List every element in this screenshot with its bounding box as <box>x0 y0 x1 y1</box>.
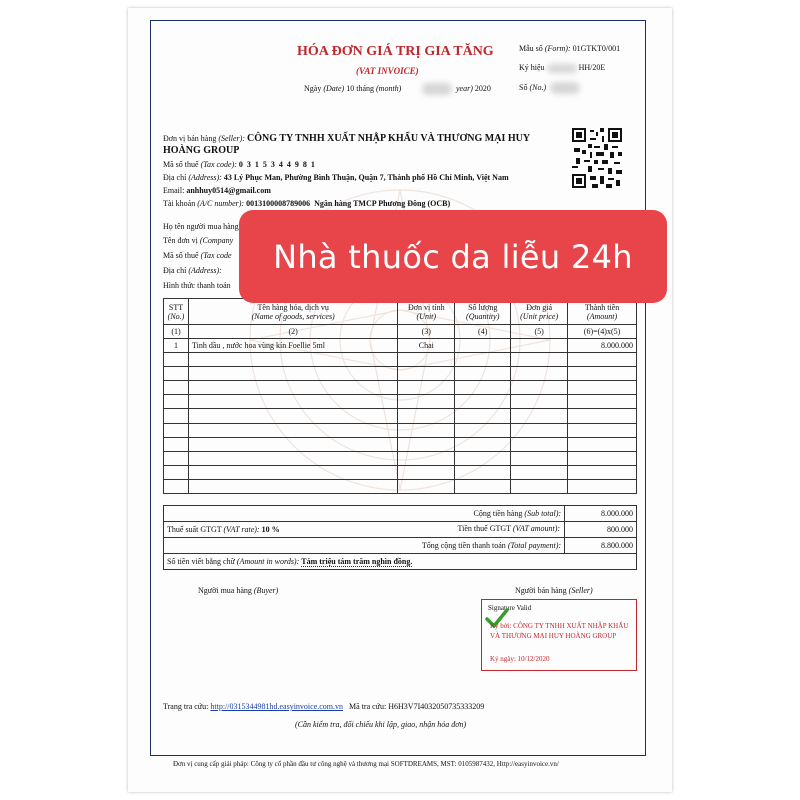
empty-cell <box>164 353 189 367</box>
empty-cell <box>188 409 397 423</box>
signature-valid: Signature Valid <box>488 604 532 612</box>
table-row-empty <box>164 353 637 367</box>
subtotal-row <box>164 506 637 522</box>
empty-cell <box>455 479 511 493</box>
seller-bank: Ngân hàng TMCP Phương Đông (OCB) <box>314 199 451 208</box>
empty-cell <box>511 395 568 409</box>
pharmacy-watermark-banner: Nhà thuốc da liễu 24h <box>239 210 667 303</box>
invoice-year: year) 2020 <box>456 84 491 93</box>
index-cell: (5) <box>511 325 568 339</box>
subtotal-label: Cộng tiền hàng (Sub total): <box>164 506 565 522</box>
empty-cell <box>511 409 568 423</box>
provider-info: Đơn vị cung cấp giải pháp: Công ty cổ phần đầu tư công nghệ và thương mại SOFTDREAMS, MST: 0105987432, Http://easyinvoice.vn/ <box>173 760 559 768</box>
footer-note: (Cần kiểm tra, đối chiếu khi lập, giao, nhận hóa đơn) <box>295 720 467 729</box>
empty-cell <box>455 381 511 395</box>
totals-table <box>163 505 637 570</box>
seller-name-line1: CÔNG TY TNHH XUẤT NHẬP KHẨU VÀ THƯƠNG MẠI HUY <box>247 133 531 144</box>
empty-cell <box>188 381 397 395</box>
qr-code-icon <box>572 128 622 188</box>
lookup-code: H6H3V7I4032050735333209 <box>388 702 485 711</box>
empty-cell <box>511 479 568 493</box>
invoice-subtitle: (VAT INVOICE) <box>356 66 419 76</box>
table-index-row <box>164 325 637 339</box>
seller-address: 43 Lý Phục Man, Phường Bình Thuận, Quận 7, Thành phố Hồ Chí Minh, Việt Nam <box>223 173 509 182</box>
empty-cell <box>568 465 637 479</box>
item-no: 1 <box>164 339 189 353</box>
item-quantity <box>455 339 511 353</box>
empty-cell <box>455 437 511 451</box>
serial-number: Ký hiệu HH/20E <box>519 63 606 72</box>
empty-cell <box>511 381 568 395</box>
empty-cell <box>398 465 455 479</box>
index-cell: (6)=(4)x(5) <box>568 325 637 339</box>
empty-cell <box>398 395 455 409</box>
header-unit: Đơn vị tính (Unit) <box>398 299 455 325</box>
empty-cell <box>188 465 397 479</box>
empty-cell <box>164 409 189 423</box>
buyer-address-row: Địa chỉ (Address): <box>163 266 222 275</box>
total-value: 8.800.000 <box>565 538 637 554</box>
signed-date: Ký ngày: 10/12/2020 <box>490 655 550 663</box>
amount-in-words: Số tiền viết bằng chữ (Amount in words): Tám triệu tám trăm nghìn đồng. <box>164 554 637 570</box>
header-quantity: Số lượng (Quantity) <box>455 299 511 325</box>
vat-amount: 800.000 <box>565 522 637 538</box>
header-amount: Thành tiền (Amount) <box>568 299 637 325</box>
table-row <box>164 339 637 353</box>
index-cell: (2) <box>188 325 397 339</box>
empty-cell <box>568 381 637 395</box>
buyer-name-row: Họ tên người mua hàng <box>163 222 239 231</box>
redacted-invoice-number <box>550 82 580 94</box>
signed-by: Ký bởi: CÔNG TY TNHH XUẤT NHẬP KHẨU VÀ THƯƠNG MẠI HUY HOÀNG GROUP <box>490 622 629 640</box>
empty-cell <box>188 423 397 437</box>
table-row-empty <box>164 423 637 437</box>
empty-cell <box>568 437 637 451</box>
empty-cell <box>164 437 189 451</box>
empty-cell <box>188 353 397 367</box>
subtotal-value: 8.000.000 <box>565 506 637 522</box>
lookup-link[interactable]: http://0315344981hd.easyinvoice.com.vn <box>210 702 344 711</box>
empty-cell <box>164 479 189 493</box>
empty-cell <box>398 437 455 451</box>
empty-cell <box>455 465 511 479</box>
item-name: Tinh dầu , nước hoa vùng kín Foellie 5ml <box>188 339 397 353</box>
empty-cell <box>164 465 189 479</box>
table-row-empty <box>164 395 637 409</box>
index-cell: (1) <box>164 325 189 339</box>
vat-rate: 10 % <box>261 525 280 534</box>
empty-cell <box>568 353 637 367</box>
empty-cell <box>398 409 455 423</box>
buyer-signature-label: Người mua hàng (Buyer) <box>198 586 279 595</box>
empty-cell <box>164 423 189 437</box>
redacted-month <box>422 83 452 95</box>
invoice-date: Ngày (Date) 10 tháng (month) <box>304 84 402 93</box>
vat-label-cell: Thuế suất GTGT (VAT rate): 10 % Tiền thuế GTGT (VAT amount): <box>164 522 565 538</box>
empty-cell <box>455 367 511 381</box>
empty-cell <box>568 423 637 437</box>
empty-cell <box>188 437 397 451</box>
table-row-empty <box>164 465 637 479</box>
seller-tax-row: Mã số thuế (Tax code): 0 3 1 5 3 4 4 9 8 1 <box>163 160 316 169</box>
empty-cell <box>398 367 455 381</box>
seller-signature-label: Người bán hàng (Seller) <box>515 586 593 595</box>
empty-cell <box>188 395 397 409</box>
empty-cell <box>164 381 189 395</box>
seller-tax-code: 0 3 1 5 3 4 4 9 8 1 <box>238 160 316 169</box>
table-row-empty <box>164 409 637 423</box>
empty-cell <box>164 367 189 381</box>
digital-signature-box <box>481 599 637 671</box>
seller-account-row: Tài khoản (A/C number): 0013100008789006 Ngân hàng TMCP Phương Đông (OCB) <box>163 199 451 208</box>
empty-cell <box>511 437 568 451</box>
seller-email-row: Email: anhhuy0514@gmail.com <box>163 186 271 195</box>
table-row-empty <box>164 479 637 493</box>
empty-cell <box>398 479 455 493</box>
empty-cell <box>511 367 568 381</box>
total-label: Tổng cộng tiền thanh toán (Total payment): <box>164 538 565 554</box>
empty-cell <box>455 409 511 423</box>
seller-name-line2: HOÀNG GROUP <box>163 145 240 156</box>
words-row <box>164 554 637 570</box>
vat-row <box>164 522 637 538</box>
empty-cell <box>164 395 189 409</box>
empty-cell <box>455 395 511 409</box>
seller-unit-row: Đơn vị bán hàng (Seller): CÔNG TY TNHH XUẤT NHẬP KHẨU VÀ THƯƠNG MẠI HUY <box>163 133 531 144</box>
empty-cell <box>164 451 189 465</box>
table-row-empty <box>164 367 637 381</box>
buyer-payment-row: Hình thức thanh toán <box>163 281 231 290</box>
empty-cell <box>398 423 455 437</box>
table-row-empty <box>164 381 637 395</box>
empty-cell <box>188 479 397 493</box>
header-unit-price: Đơn giá (Unit price) <box>511 299 568 325</box>
item-price <box>511 339 568 353</box>
buyer-tax-row: Mã số thuế (Tax code <box>163 251 232 260</box>
empty-cell <box>511 451 568 465</box>
seller-email: anhhuy0514@gmail.com <box>186 186 271 195</box>
header-no: STT (No.) <box>164 299 189 325</box>
seller-account: 0013100008789006 <box>246 199 311 208</box>
empty-cell <box>511 423 568 437</box>
empty-cell <box>511 465 568 479</box>
index-cell: (4) <box>455 325 511 339</box>
total-row <box>164 538 637 554</box>
empty-cell <box>568 367 637 381</box>
empty-cell <box>455 451 511 465</box>
form-number: Mẫu số (Form): 01GTKT0/001 <box>519 44 621 53</box>
seller-address-row: Địa chỉ (Address): 43 Lý Phục Man, Phường Bình Thuận, Quận 7, Thành phố Hồ Chí Minh, Việt Nam <box>163 173 509 182</box>
amount-words: Tám triệu tám trăm nghìn đồng. <box>301 557 413 566</box>
table-row-empty <box>164 437 637 451</box>
item-unit: Chai <box>398 339 455 353</box>
empty-cell <box>188 451 397 465</box>
item-amount: 8.000.000 <box>568 339 637 353</box>
empty-cell <box>188 367 397 381</box>
empty-cell <box>455 423 511 437</box>
empty-cell <box>568 479 637 493</box>
lookup-row: Trang tra cứu: http://0315344981hd.easyinvoice.com.vn Mã tra cứu: H6H3V7I4032050735333209 <box>163 702 485 711</box>
table-row-empty <box>164 451 637 465</box>
empty-cell <box>398 451 455 465</box>
index-cell: (3) <box>398 325 455 339</box>
buyer-company-row: Tên đơn vị (Company <box>163 236 234 245</box>
empty-cell <box>568 451 637 465</box>
redacted-serial-label <box>547 64 577 73</box>
empty-cell <box>398 353 455 367</box>
header-name: Tên hàng hóa, dịch vụ (Name of goods, services) <box>188 299 397 325</box>
invoice-number: Số (No.) <box>519 83 547 92</box>
empty-cell <box>511 353 568 367</box>
empty-cell <box>455 353 511 367</box>
items-table <box>163 298 637 494</box>
empty-cell <box>568 395 637 409</box>
empty-cell <box>398 381 455 395</box>
empty-cell <box>568 409 637 423</box>
invoice-title: HÓA ĐƠN GIÁ TRỊ GIA TĂNG <box>297 44 494 59</box>
